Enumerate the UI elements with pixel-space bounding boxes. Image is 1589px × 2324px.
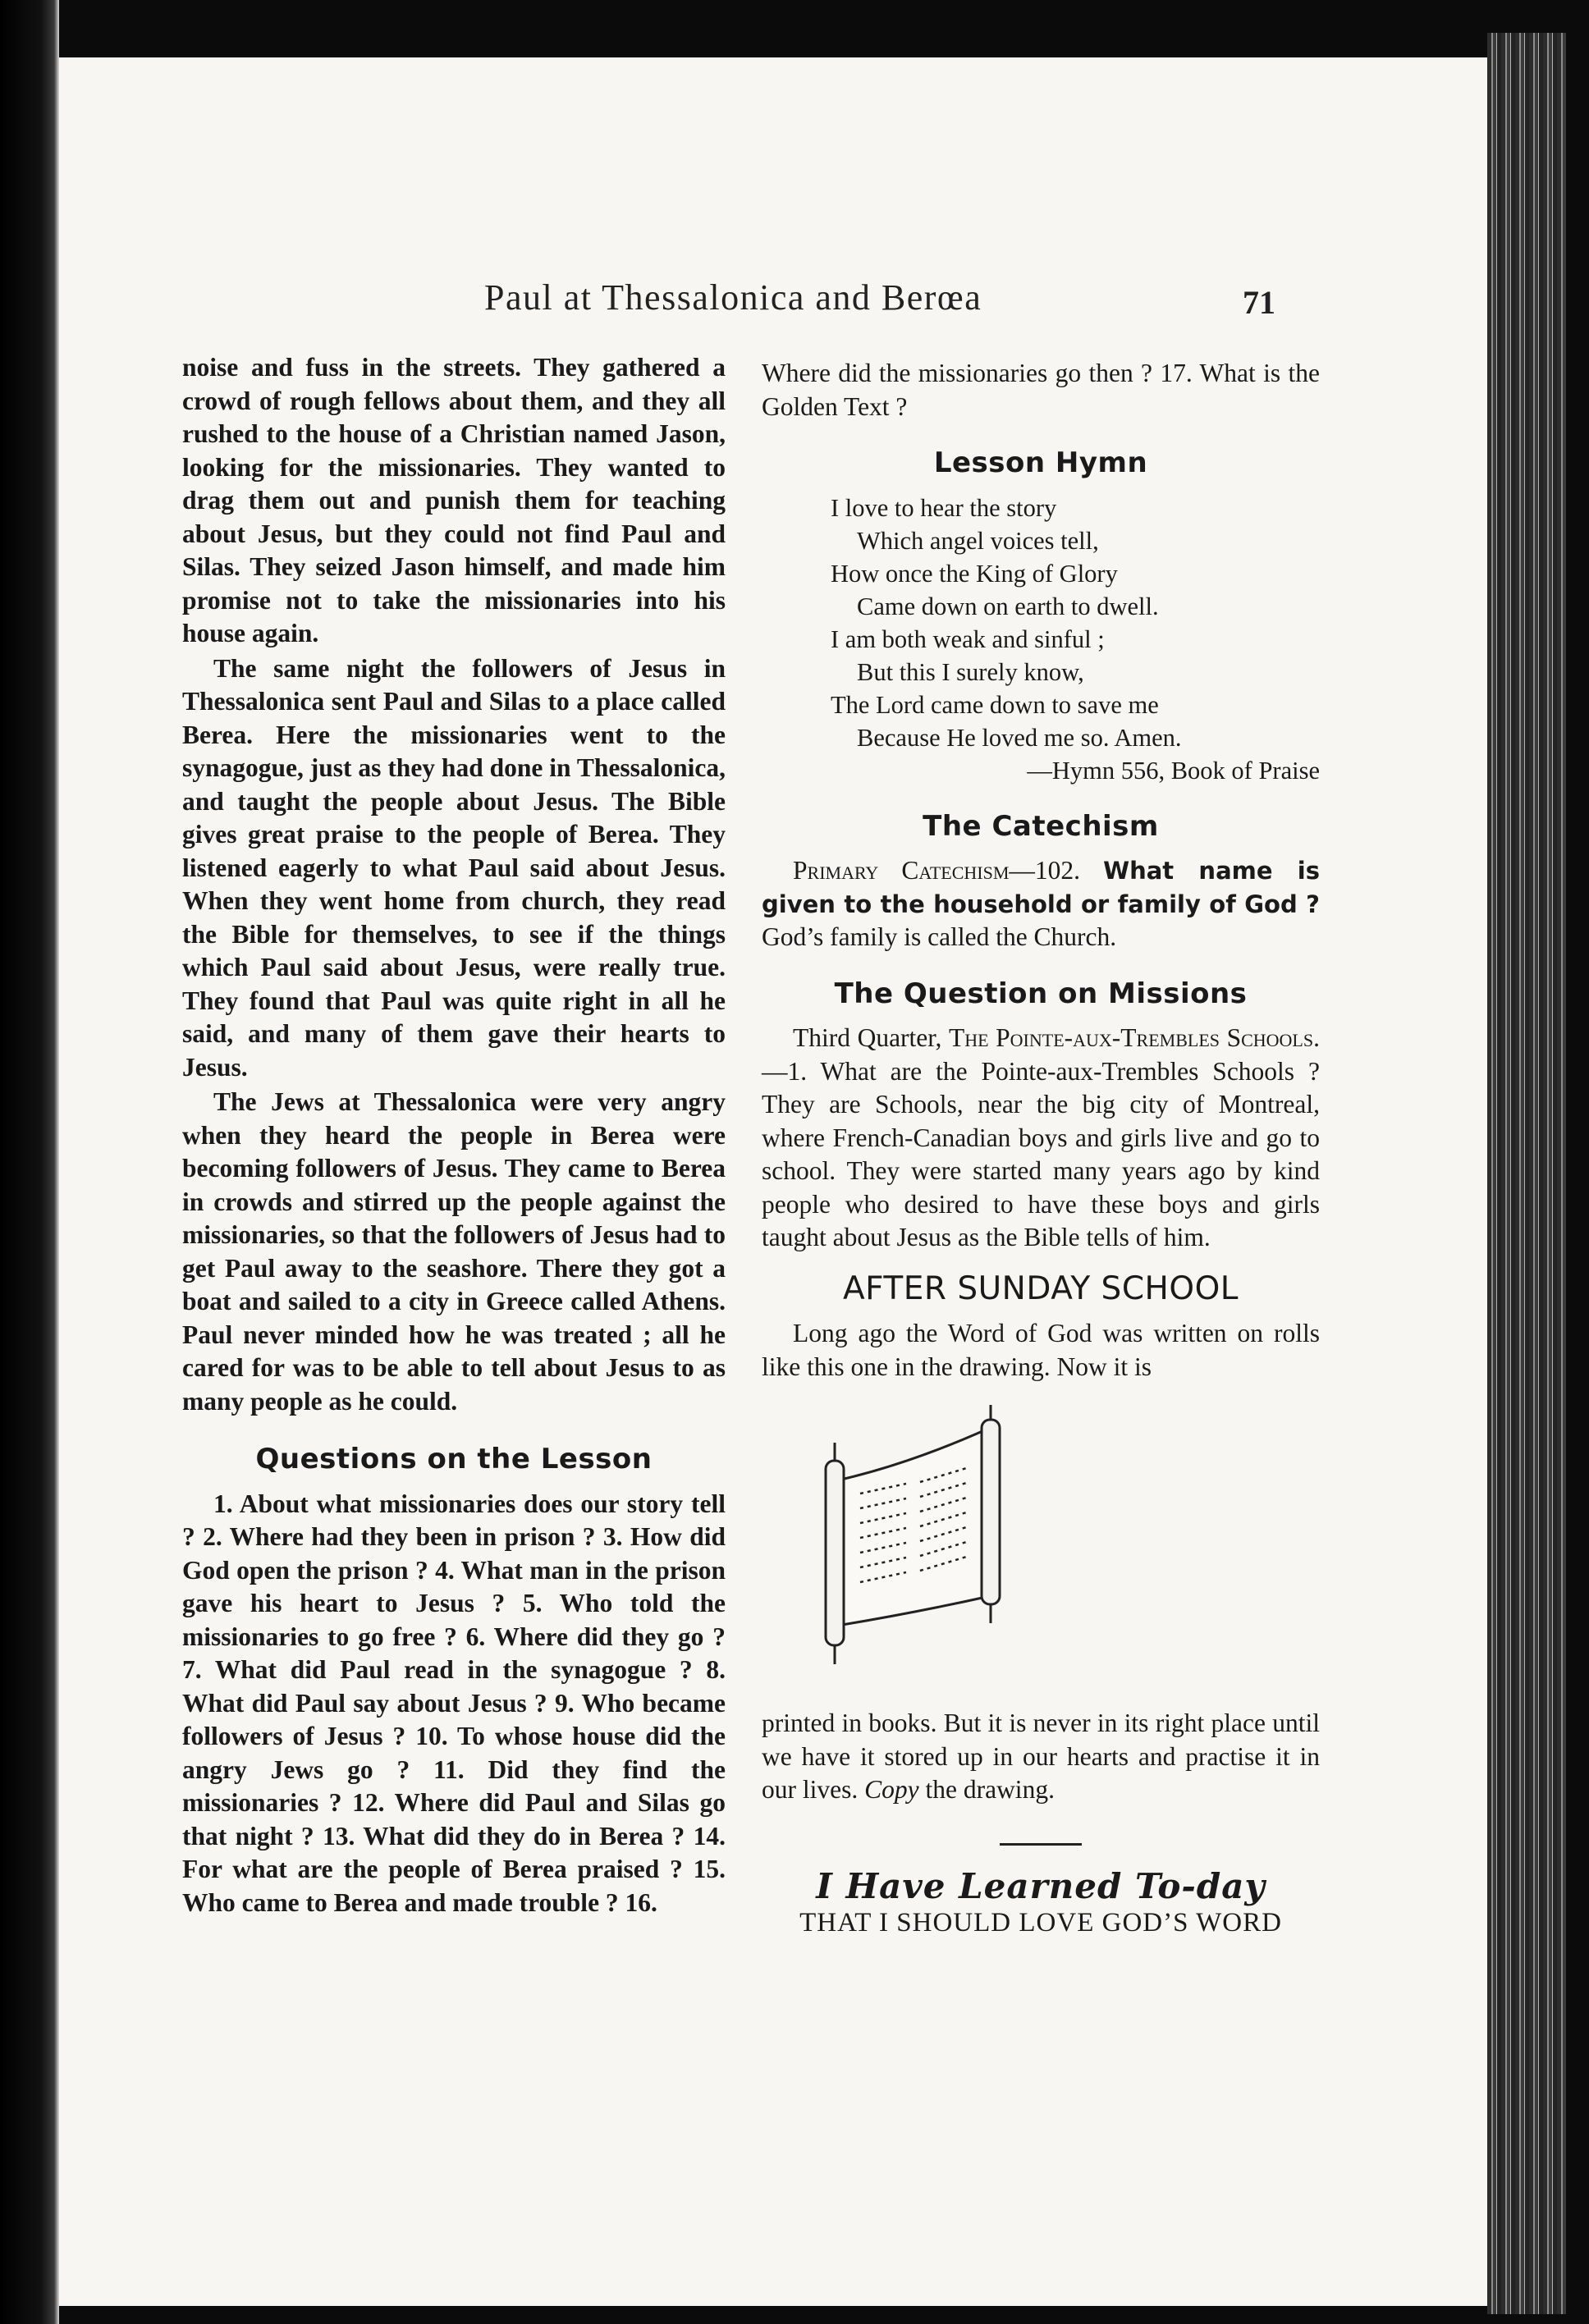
after-paragraph-1: Long ago the Word of God was written on rolls like this one in the drawing. Now it is	[762, 1319, 1320, 1381]
hymn-line: I love to hear the story	[831, 493, 1057, 522]
catechism-label: Primary Catechism—102.	[793, 856, 1081, 885]
running-header: Paul at Thessalonica and Berœa	[484, 277, 982, 318]
story-paragraph-3: The Jews at Thessalonica were very angry when they heard the people in Berea were becoming followers of Jesus. They came to Berea in crowds and stirred up the people against the missionaries, so that the followers of Jesus had to get Paul away to the seashore. There they got a boat and sailed to a city in Greece called Athens. Paul never minded how he was treated ; all he cared for was to be able to tell about Jesus to as many people as he could.	[182, 1087, 726, 1416]
questions-continued: Where did the missionaries go then ? 17. What is the Golden Text ?	[762, 359, 1320, 421]
hymn-verse	[831, 492, 1320, 787]
hymn-attribution: —Hymn 556, Book of Praise	[1027, 756, 1320, 785]
hymn-line: I am both weak and sinful ;	[831, 624, 1105, 653]
hymn-line: But this I surely know,	[857, 657, 1084, 686]
missions-text	[762, 1022, 1320, 1255]
story-paragraph-2: The same night the followers of Jesus in Thessalonica sent Paul and Silas to a place called Berea. Here the missionaries went to the synagogue, just as they had done in Thessalonica, and taught the people about Jesus. The Bible gives great praise to the people of Berea. They listened eagerly to what Paul said about Jesus. When they went home from church, they read the Bible for themselves, to see if the things which Paul said about Jesus, were really true. They found that Paul was quite right in all he said, and many of them gave their hearts to Jesus.	[182, 653, 726, 1082]
missions-intro: Third Quarter,	[793, 1023, 942, 1052]
catechism-question: What name is given to the household or family of God ?	[762, 857, 1321, 918]
after-paragraph-2-emphasis: Copy	[864, 1775, 919, 1804]
learned-heading: I Have Learned To-day	[816, 1865, 1266, 1906]
learned-line: THAT I SHOULD LOVE GOD’S WORD	[799, 1908, 1282, 1937]
hymn-line: How once the King of Glory	[831, 559, 1118, 588]
hymn-heading: Lesson Hymn	[933, 446, 1148, 479]
hymn-line: Came down on earth to dwell.	[857, 592, 1159, 620]
questions-heading: Questions on the Lesson	[255, 1443, 653, 1475]
book-left-edge	[0, 0, 59, 2324]
missions-body: —1. What are the Pointe-aux-Trembles Schools ? They are Schools, near the big city of Montreal, where French-Canadian boys and girls live and go to school. They were started many years ago by kind people who desired to have these boys and girls taught about Jesus as the Bible tells of him.	[762, 1056, 1320, 1251]
hymn-line: Which angel voices tell,	[857, 526, 1099, 555]
after-paragraph-2-start: printed in books. But it is never in its right place until we have it stored up in our hearts and practise it in our lives.	[762, 1709, 1320, 1804]
hymn-line: The Lord came down to save me	[831, 690, 1159, 719]
divider-rule	[1000, 1843, 1082, 1846]
missions-heading: The Question on Missions	[834, 977, 1248, 1010]
catechism-text	[762, 854, 1320, 954]
story-paragraph-1: noise and fuss in the streets. They gathered a crowd of rough fellows about them, and they all rushed to the house of a Christian named Jason, looking for the missionaries. They wanted to drag them out and punish them for teaching about Jesus, but they could not find Paul and Silas. They seized Jason himself, and made him promise not to take the missionaries into his house again.	[182, 353, 726, 647]
left-column	[182, 351, 726, 1919]
right-column	[762, 357, 1320, 1940]
scroll-illustration	[809, 1403, 1056, 1674]
page-number: 71	[1243, 284, 1275, 321]
book-page-edges	[1487, 33, 1566, 2314]
missions-topic: The Pointe-aux-Trembles Schools.	[948, 1023, 1320, 1052]
after-sunday-school-heading: AFTER SUNDAY SCHOOL	[842, 1270, 1239, 1307]
after-paragraph-2	[762, 1707, 1320, 1807]
catechism-answer: God’s family is called the Church.	[762, 922, 1117, 951]
catechism-heading: The Catechism	[923, 809, 1159, 843]
questions-text: 1. About what missionaries does our story tell ? 2. Where had they been in prison ? 3. How did God open the prison ? 4. What man in the prison gave his heart to Jesus ? 5. Who told the missionaries to go free ? 6. Where did they go ? 7. What did Paul read in the synagogue ? 8. What did Paul say about Jesus ? 9. Who became followers of Jesus ? 10. To whose house did the angry Jews go ? 11. Did they find the missionaries ? 12. Where did Paul and Silas go that night ? 13. What did they do in Berea ? 14. For what are the people of Berea praised ? 15. Who came to Berea and made trouble ? 16.	[182, 1489, 726, 1917]
after-paragraph-2-end: the drawing.	[925, 1775, 1055, 1804]
scroll-drawing	[826, 1405, 1000, 1664]
hymn-line: Because He loved me so. Amen.	[857, 723, 1182, 752]
